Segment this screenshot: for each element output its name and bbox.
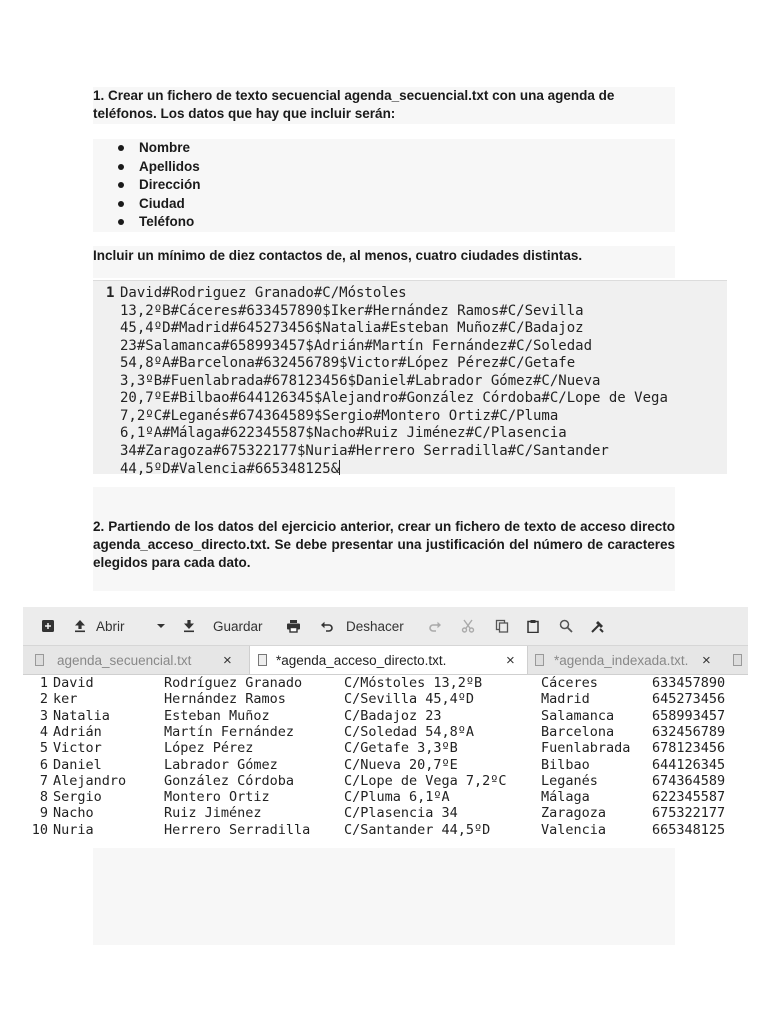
cell-phone: 678123456 — [652, 740, 726, 757]
tab-label: *agenda_acceso_directo.txt. — [276, 652, 447, 668]
code-line-text: 23#Salamanca#658993457$Adrián#Martín Fernández#C/Soledad — [120, 337, 593, 354]
cell-surname: Rodríguez Granado — [164, 675, 303, 691]
cell-phone: 644126345 — [652, 756, 726, 773]
cell-city: Leganés — [541, 772, 598, 789]
cell-name: Alejandro — [53, 772, 127, 789]
cell-name: Nacho — [53, 805, 94, 822]
cell-phone: 645273456 — [652, 691, 726, 708]
cell-surname: González Córdoba — [164, 772, 295, 789]
paste-icon — [526, 619, 540, 633]
cut-icon — [461, 619, 475, 633]
copy-icon — [495, 619, 509, 633]
document-icon — [35, 654, 44, 666]
code-line — [120, 373, 668, 391]
tab-label: *agenda_indexada.txt. — [554, 652, 689, 668]
code-line-text: 54,8ºA#Barcelona#632456789$Victor#López Pérez#C/Getafe — [120, 355, 576, 371]
code-line-text: 44,5ºD#Valencia#665348125& — [120, 461, 340, 477]
tab-overflow[interactable] — [729, 646, 748, 674]
download-icon — [182, 619, 196, 633]
new-document-icon — [41, 619, 55, 633]
line-number: 4 — [39, 723, 48, 740]
tab-agenda-indexada[interactable] — [527, 646, 727, 674]
cell-phone: 674364589 — [652, 772, 726, 789]
editor-tabs — [23, 646, 748, 675]
save-button[interactable] — [182, 607, 263, 645]
cell-name: David — [53, 675, 94, 691]
cell-city: Madrid — [541, 691, 590, 708]
search-icon — [559, 619, 573, 633]
question-2-block — [93, 515, 675, 591]
tools-icon — [590, 619, 605, 634]
code-line-text: 6,1ºA#Málaga#622345587$Nacho#Ruiz Jiménez#C/Plasencia — [120, 425, 567, 441]
text-cursor — [339, 460, 340, 475]
cell-phone: 622345587 — [652, 789, 726, 806]
cell-address: C/Móstoles 13,2ºB — [344, 675, 483, 691]
document-icon — [733, 654, 742, 666]
upload-icon — [73, 619, 87, 633]
undo-icon — [320, 619, 334, 633]
cell-city: Fuenlabrada — [541, 740, 631, 757]
undo-button[interactable] — [320, 607, 404, 645]
cell-name: Adrián — [53, 723, 102, 740]
code-line-text: 7,2ºC#Leganés#674364589$Sergio#Montero Ortiz#C/Pluma — [120, 407, 559, 424]
redo-icon — [428, 619, 442, 633]
line-number: 10 — [31, 821, 48, 838]
code-line — [120, 303, 668, 321]
line-number: 7 — [39, 772, 48, 789]
open-button[interactable] — [73, 607, 125, 645]
paste-button[interactable] — [526, 607, 540, 645]
question-1-text: 1. Crear un fichero de texto secuencial agenda_secuencial.txt con una agenda de teléfonos. Los datos que hay que incluir serán: — [93, 88, 615, 121]
open-label: Abrir — [96, 618, 125, 634]
cell-address: C/Pluma 6,1ºA — [344, 789, 450, 806]
cell-name: ker — [53, 691, 78, 708]
cell-address: C/Badajoz 23 — [344, 707, 442, 724]
cell-city: Salamanca — [541, 707, 615, 724]
copy-button[interactable] — [495, 607, 509, 645]
close-tab-icon[interactable]: × — [506, 651, 515, 669]
tools-button[interactable] — [590, 607, 605, 645]
field-item: Apellidos — [93, 158, 675, 177]
code-line — [120, 355, 668, 373]
field-item: Dirección — [93, 176, 675, 195]
editor-toolbar — [23, 607, 748, 646]
cell-address: C/Nueva 20,7ºE — [344, 756, 458, 773]
cell-name: Daniel — [53, 756, 102, 773]
code-line — [120, 443, 668, 461]
code-line-text: 3,3ºB#Fuenlabrada#678123456$Daniel#Labrador Gómez#C/Nueva — [120, 372, 601, 389]
open-dropdown-button[interactable] — [156, 607, 166, 645]
code-line-text: David#Rodriguez Granado#C/Móstoles — [120, 285, 407, 301]
document-icon — [535, 654, 544, 666]
print-button[interactable] — [286, 607, 301, 645]
cell-phone: 675322177 — [652, 805, 726, 822]
redo-button[interactable] — [428, 607, 442, 645]
cell-surname: Herrero Serradilla — [164, 821, 311, 838]
cell-address: C/Lope de Vega 7,2ºC — [344, 772, 507, 789]
cell-surname: López Pérez — [164, 740, 254, 757]
empty-block — [93, 848, 675, 945]
tab-agenda-secuencial[interactable] — [23, 646, 248, 674]
code-line-text: 34#Zaragoza#675322177$Nuria#Herrero Serradilla#C/Santander — [120, 442, 609, 459]
spacer-block — [93, 487, 675, 515]
line-number: 2 — [39, 691, 48, 708]
document-icon — [258, 654, 267, 666]
cell-city: Barcelona — [541, 723, 615, 740]
cell-address: C/Plasencia 34 — [344, 805, 458, 822]
cell-surname: Martín Fernández — [164, 723, 295, 740]
code-lines — [120, 285, 668, 479]
close-tab-icon[interactable]: × — [702, 651, 711, 669]
field-item: Teléfono — [93, 213, 675, 232]
cell-address: C/Getafe 3,3ºB — [344, 740, 458, 757]
line-number: 8 — [39, 789, 48, 806]
code-line — [120, 408, 668, 426]
search-button[interactable] — [559, 607, 573, 645]
line-number: 6 — [39, 756, 48, 773]
cell-city: Cáceres — [541, 675, 598, 691]
cell-phone: 665348125 — [652, 821, 726, 838]
code-line — [120, 425, 668, 443]
cell-city: Valencia — [541, 821, 607, 838]
new-document-button[interactable] — [41, 607, 55, 645]
tab-agenda-acceso-directo[interactable] — [249, 646, 528, 674]
cell-address: C/Soledad 54,8ºA — [344, 723, 475, 740]
code-line-number: 1 — [106, 285, 115, 301]
cell-address: C/Sevilla 45,4ºD — [344, 691, 475, 708]
cell-phone: 633457890 — [652, 675, 726, 691]
note-block — [93, 246, 675, 278]
tab-label: agenda_secuencial.txt — [57, 652, 192, 668]
cell-phone: 632456789 — [652, 723, 726, 740]
cell-surname: Labrador Gómez — [164, 756, 278, 773]
cell-surname: Hernández Ramos — [164, 691, 286, 708]
cell-name: Sergio — [53, 789, 102, 806]
line-number: 5 — [39, 740, 48, 757]
cell-city: Bilbao — [541, 756, 590, 773]
save-label: Guardar — [213, 618, 263, 634]
question-1-block — [93, 87, 675, 124]
cell-address: C/Santander 44,5ºD — [344, 821, 491, 838]
text-editor-window — [23, 607, 748, 836]
chevron-down-icon — [156, 621, 166, 631]
code-line-text: 20,7ºE#Bilbao#644126345$Alejandro#González Córdoba#C/Lope de Vega — [120, 390, 668, 406]
code-line — [120, 390, 668, 408]
code-line — [120, 338, 668, 356]
note-text: Incluir un mínimo de diez contactos de, al menos, cuatro ciudades distintas. — [93, 248, 583, 263]
code-line — [120, 285, 668, 303]
line-number: 1 — [39, 675, 48, 691]
cell-name: Natalia — [53, 707, 110, 724]
code-line — [120, 460, 668, 479]
code-line-text: 13,2ºB#Cáceres#633457890$Iker#Hernández Ramos#C/Sevilla — [120, 302, 584, 319]
sequential-file-code-block — [93, 280, 727, 477]
cell-surname: Esteban Muñoz — [164, 707, 270, 724]
cell-city: Zaragoza — [541, 805, 607, 822]
field-item: Ciudad — [93, 195, 675, 214]
question-2-text: 2. Partiendo de los datos del ejercicio anterior, crear un fichero de texto de acceso directo agenda_acceso_directo.txt. Se debe presentar una justificación del número de caracteres elegidos para cada dato. — [93, 519, 675, 570]
cell-name: Victor — [53, 740, 102, 757]
undo-label: Deshacer — [346, 618, 404, 634]
code-line-text: 45,4ºD#Madrid#645273456$Natalia#Esteban Muñoz#C/Badajoz — [120, 320, 584, 336]
fields-list — [93, 139, 675, 232]
cut-button[interactable] — [461, 607, 475, 645]
cell-surname: Montero Ortiz — [164, 789, 270, 806]
field-item: Nombre — [93, 139, 675, 158]
cell-name: Nuria — [53, 821, 94, 838]
cell-city: Málaga — [541, 789, 590, 806]
fields-list-block — [93, 139, 675, 232]
cell-surname: Ruiz Jiménez — [164, 805, 262, 822]
print-icon — [286, 619, 301, 633]
cell-phone: 658993457 — [652, 707, 726, 724]
close-tab-icon[interactable]: × — [223, 651, 232, 669]
code-line — [120, 320, 668, 338]
line-number: 9 — [39, 805, 48, 822]
line-number: 3 — [39, 707, 48, 724]
